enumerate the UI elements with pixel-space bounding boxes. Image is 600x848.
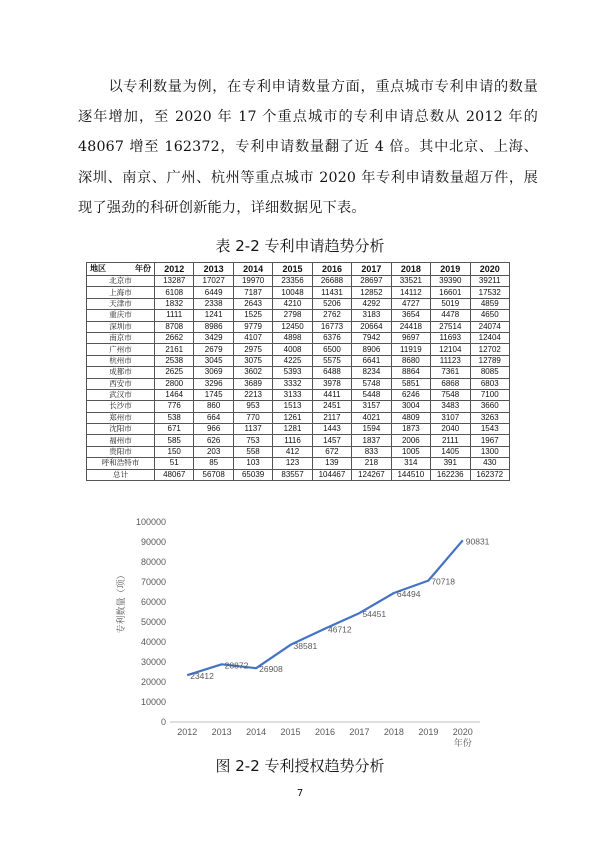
y-tick-label: 30000 [140,657,166,667]
value-cell: 753 [233,435,272,446]
region-cell: 呼和浩特市 [87,458,155,469]
chart-caption: 图 2-2 专利授权趋势分析 [215,757,385,775]
value-cell: 162372 [470,469,510,480]
region-cell: 成都市 [87,367,155,378]
region-cell: 南京市 [87,332,155,343]
value-cell: 3654 [391,310,430,321]
x-tick-label: 2014 [246,727,267,737]
value-cell: 953 [233,401,272,412]
value-cell: 56708 [194,469,233,480]
value-cell: 1457 [312,435,351,446]
value-cell: 6500 [312,344,351,355]
value-cell: 2117 [312,412,351,423]
x-tick-label: 2019 [418,727,439,737]
y-tick-label: 0 [160,717,166,727]
data-label: 54451 [362,609,387,620]
value-cell: 2679 [194,344,233,355]
data-label: 90831 [465,536,490,547]
region-cell: 武汉市 [87,389,155,400]
value-cell: 6376 [312,332,351,343]
value-cell: 1137 [233,424,272,435]
value-cell: 9779 [233,321,272,332]
value-cell: 5448 [352,389,391,400]
value-cell: 4292 [352,298,391,309]
value-cell: 2040 [431,424,470,435]
data-label: 64494 [396,589,421,600]
value-cell: 11123 [431,355,470,366]
value-cell: 1837 [352,435,391,446]
value-cell: 124267 [352,469,391,480]
table-row [87,355,510,366]
value-cell: 1111 [155,310,194,321]
year-header: 2018 [391,263,430,276]
value-cell: 203 [194,446,233,457]
y-tick-label: 40000 [140,637,166,647]
value-cell: 538 [155,412,194,423]
value-cell: 626 [194,435,233,446]
page-number: 7 [296,788,304,799]
table-row [87,276,510,287]
value-cell: 5393 [273,367,312,378]
value-cell: 19970 [233,276,272,287]
value-cell: 11693 [431,332,470,343]
value-cell: 2538 [155,355,194,366]
value-cell: 3263 [470,412,510,423]
table-row [87,367,510,378]
region-cell: 长沙市 [87,401,155,412]
table-row [87,310,510,321]
value-cell: 48067 [155,469,194,480]
value-cell: 2643 [233,298,272,309]
y-tick-label: 10000 [140,697,166,707]
value-cell: 1594 [352,424,391,435]
region-cell: 沈阳市 [87,424,155,435]
table-row [87,321,510,332]
value-cell: 1525 [233,310,272,321]
value-cell: 833 [352,446,391,457]
value-cell: 12789 [470,355,510,366]
value-cell: 664 [194,412,233,423]
table-corner-header [87,263,155,276]
value-cell: 6868 [431,378,470,389]
value-cell: 3483 [431,401,470,412]
value-cell: 3107 [431,412,470,423]
value-cell: 7548 [431,389,470,400]
value-cell: 162236 [431,469,470,480]
region-cell: 上海市 [87,287,155,298]
table-row [87,378,510,389]
x-tick-label: 2016 [314,727,336,737]
table-row [87,401,510,412]
value-cell: 2213 [233,389,272,400]
y-tick-label: 50000 [140,617,166,627]
region-cell: 北京市 [87,276,155,287]
value-cell: 12852 [352,287,391,298]
table-row [87,435,510,446]
value-cell: 2975 [233,344,272,355]
value-cell: 24418 [391,321,430,332]
value-cell: 7187 [233,287,272,298]
value-cell: 2798 [273,310,312,321]
value-cell: 4478 [431,310,470,321]
table-row [87,424,510,435]
value-cell: 4411 [312,389,351,400]
value-cell: 2111 [431,435,470,446]
year-header: 2020 [470,263,510,276]
value-cell: 8085 [470,367,510,378]
value-cell: 150 [155,446,194,457]
value-cell: 3332 [273,378,312,389]
value-cell: 585 [155,435,194,446]
value-cell: 1300 [470,446,510,457]
value-cell: 3660 [470,401,510,412]
x-tick-label: 2017 [349,727,370,737]
value-cell: 4008 [273,344,312,355]
value-cell: 776 [155,401,194,412]
value-cell: 103 [233,458,272,469]
value-cell: 12450 [273,321,312,332]
table-row [87,298,510,309]
value-cell: 3045 [194,355,233,366]
value-cell: 123 [273,458,312,469]
value-cell: 8708 [155,321,194,332]
value-cell: 4898 [273,332,312,343]
value-cell: 6449 [194,287,233,298]
value-cell: 1005 [391,446,430,457]
value-cell: 33521 [391,276,430,287]
x-tick-label: 2012 [177,727,198,737]
value-cell: 770 [233,412,272,423]
value-cell: 5575 [312,355,351,366]
value-cell: 5851 [391,378,430,389]
value-cell: 2800 [155,378,194,389]
value-cell: 4859 [470,298,510,309]
value-cell: 1116 [273,435,312,446]
value-cell: 1464 [155,389,194,400]
year-header: 2013 [194,263,233,276]
x-tick-label: 2020 [452,727,473,737]
value-cell: 671 [155,424,194,435]
table-row [87,389,510,400]
value-cell: 20664 [352,321,391,332]
value-cell: 6108 [155,287,194,298]
y-tick-label: 80000 [140,557,166,567]
value-cell: 24074 [470,321,510,332]
value-cell: 3157 [352,401,391,412]
year-header: 2015 [273,263,312,276]
value-cell: 6803 [470,378,510,389]
value-cell: 1873 [391,424,430,435]
value-cell: 7361 [431,367,470,378]
table-row [87,344,510,355]
value-cell: 3183 [352,310,391,321]
value-cell: 83557 [273,469,312,480]
table-body [87,276,510,481]
value-cell: 3689 [233,378,272,389]
value-cell: 2762 [312,310,351,321]
value-cell: 4107 [233,332,272,343]
value-cell: 3075 [233,355,272,366]
value-cell: 1967 [470,435,510,446]
value-cell: 3069 [194,367,233,378]
value-cell: 1261 [273,412,312,423]
value-cell: 28697 [352,276,391,287]
table-row [87,412,510,423]
value-cell: 39390 [431,276,470,287]
region-cell: 郑州市 [87,412,155,423]
table-row [87,458,510,469]
x-tick-label: 2013 [211,727,232,737]
region-cell: 重庆市 [87,310,155,321]
data-label: 70718 [431,576,455,587]
value-cell: 8680 [391,355,430,366]
region-cell: 深圳市 [87,321,155,332]
value-cell: 51 [155,458,194,469]
value-cell: 1281 [273,424,312,435]
region-cell: 杭州市 [87,355,155,366]
value-cell: 4809 [391,412,430,423]
value-cell: 5019 [431,298,470,309]
table-row [87,446,510,457]
x-tick-label: 2018 [383,727,404,737]
value-cell: 391 [431,458,470,469]
y-tick-label: 70000 [140,577,166,587]
table-header-row [87,263,510,276]
value-cell: 672 [312,446,351,457]
value-cell: 5748 [352,378,391,389]
corner-year-label: 年份 [135,264,151,273]
value-cell: 6641 [352,355,391,366]
value-cell: 1832 [155,298,194,309]
value-cell: 10048 [273,287,312,298]
year-header: 2017 [352,263,391,276]
value-cell: 4727 [391,298,430,309]
y-tick-label: 90000 [140,537,166,547]
value-cell: 17532 [470,287,510,298]
value-cell: 2662 [155,332,194,343]
x-axis-title: 年份 [453,739,472,748]
value-cell: 2625 [155,367,194,378]
table-row [87,469,510,480]
value-cell: 11919 [391,344,430,355]
value-cell: 12702 [470,344,510,355]
value-cell: 14112 [391,287,430,298]
year-header: 2014 [233,263,272,276]
value-cell: 3429 [194,332,233,343]
value-cell: 11431 [312,287,351,298]
series-line [187,540,463,675]
value-cell: 3133 [273,389,312,400]
y-tick-label: 20000 [140,677,166,687]
value-cell: 3296 [194,378,233,389]
patent-trend-line-chart [108,508,498,748]
table-row [87,287,510,298]
table-caption: 表 2-2 专利申请趋势分析 [215,237,385,255]
value-cell: 13287 [155,276,194,287]
region-cell: 贵阳市 [87,446,155,457]
data-label: 38581 [293,640,318,651]
value-cell: 2451 [312,401,351,412]
value-cell: 3978 [312,378,351,389]
value-cell: 4210 [273,298,312,309]
value-cell: 16773 [312,321,351,332]
value-cell: 1443 [312,424,351,435]
value-cell: 7100 [470,389,510,400]
value-cell: 3004 [391,401,430,412]
value-cell: 1241 [194,310,233,321]
value-cell: 39211 [470,276,510,287]
body-paragraph: 以专利数量为例，在专利申请数量方面，重点城市专利申请的数量逐年增加，至 2020 年 17 个重点城市的专利申请总数从 2012 年的 48067 增至 162372，专利申请数量翻了近 4 倍。其中北京、上海、深圳、南京、广州、杭州等重点城市 2020 年专利申请数量超万件，展现了强劲的科研创新能力，详细数据见下表。 [78,79,538,216]
value-cell: 4650 [470,310,510,321]
value-cell: 6488 [312,367,351,378]
value-cell: 27514 [431,321,470,332]
x-tick-label: 2015 [280,727,301,737]
value-cell: 412 [273,446,312,457]
data-label: 28872 [224,660,249,671]
year-header: 2016 [312,263,351,276]
value-cell: 144510 [391,469,430,480]
data-label: 46712 [328,624,352,635]
value-cell: 5206 [312,298,351,309]
value-cell: 6246 [391,389,430,400]
value-cell: 2338 [194,298,233,309]
value-cell: 2161 [155,344,194,355]
value-cell: 85 [194,458,233,469]
data-label: 23412 [190,671,214,682]
value-cell: 8906 [352,344,391,355]
data-label: 26908 [259,664,283,675]
value-cell: 218 [352,458,391,469]
value-cell: 1405 [431,446,470,457]
y-tick-label: 60000 [140,597,166,607]
value-cell: 17027 [194,276,233,287]
region-cell: 天津市 [87,298,155,309]
value-cell: 860 [194,401,233,412]
value-cell: 26688 [312,276,351,287]
value-cell: 4225 [273,355,312,366]
value-cell: 9697 [391,332,430,343]
year-header: 2019 [431,263,470,276]
value-cell: 430 [470,458,510,469]
value-cell: 8234 [352,367,391,378]
value-cell: 3602 [233,367,272,378]
value-cell: 8986 [194,321,233,332]
region-cell: 福州市 [87,435,155,446]
y-axis-title: 专利数量（项） [117,570,127,634]
value-cell: 23356 [273,276,312,287]
value-cell: 104467 [312,469,351,480]
value-cell: 7942 [352,332,391,343]
value-cell: 12104 [431,344,470,355]
value-cell: 1543 [470,424,510,435]
y-tick-label: 100000 [135,517,166,527]
value-cell: 1513 [273,401,312,412]
region-cell: 西安市 [87,378,155,389]
value-cell: 139 [312,458,351,469]
region-cell: 广州市 [87,344,155,355]
table-row [87,332,510,343]
value-cell: 2006 [391,435,430,446]
value-cell: 314 [391,458,430,469]
corner-region-label: 地区 [90,264,106,273]
value-cell: 8864 [391,367,430,378]
year-header: 2012 [155,263,194,276]
patent-application-table [86,262,510,481]
value-cell: 1745 [194,389,233,400]
value-cell: 65039 [233,469,272,480]
value-cell: 16601 [431,287,470,298]
region-cell: 总计 [87,469,155,480]
value-cell: 558 [233,446,272,457]
value-cell: 12404 [470,332,510,343]
value-cell: 4021 [352,412,391,423]
value-cell: 966 [194,424,233,435]
